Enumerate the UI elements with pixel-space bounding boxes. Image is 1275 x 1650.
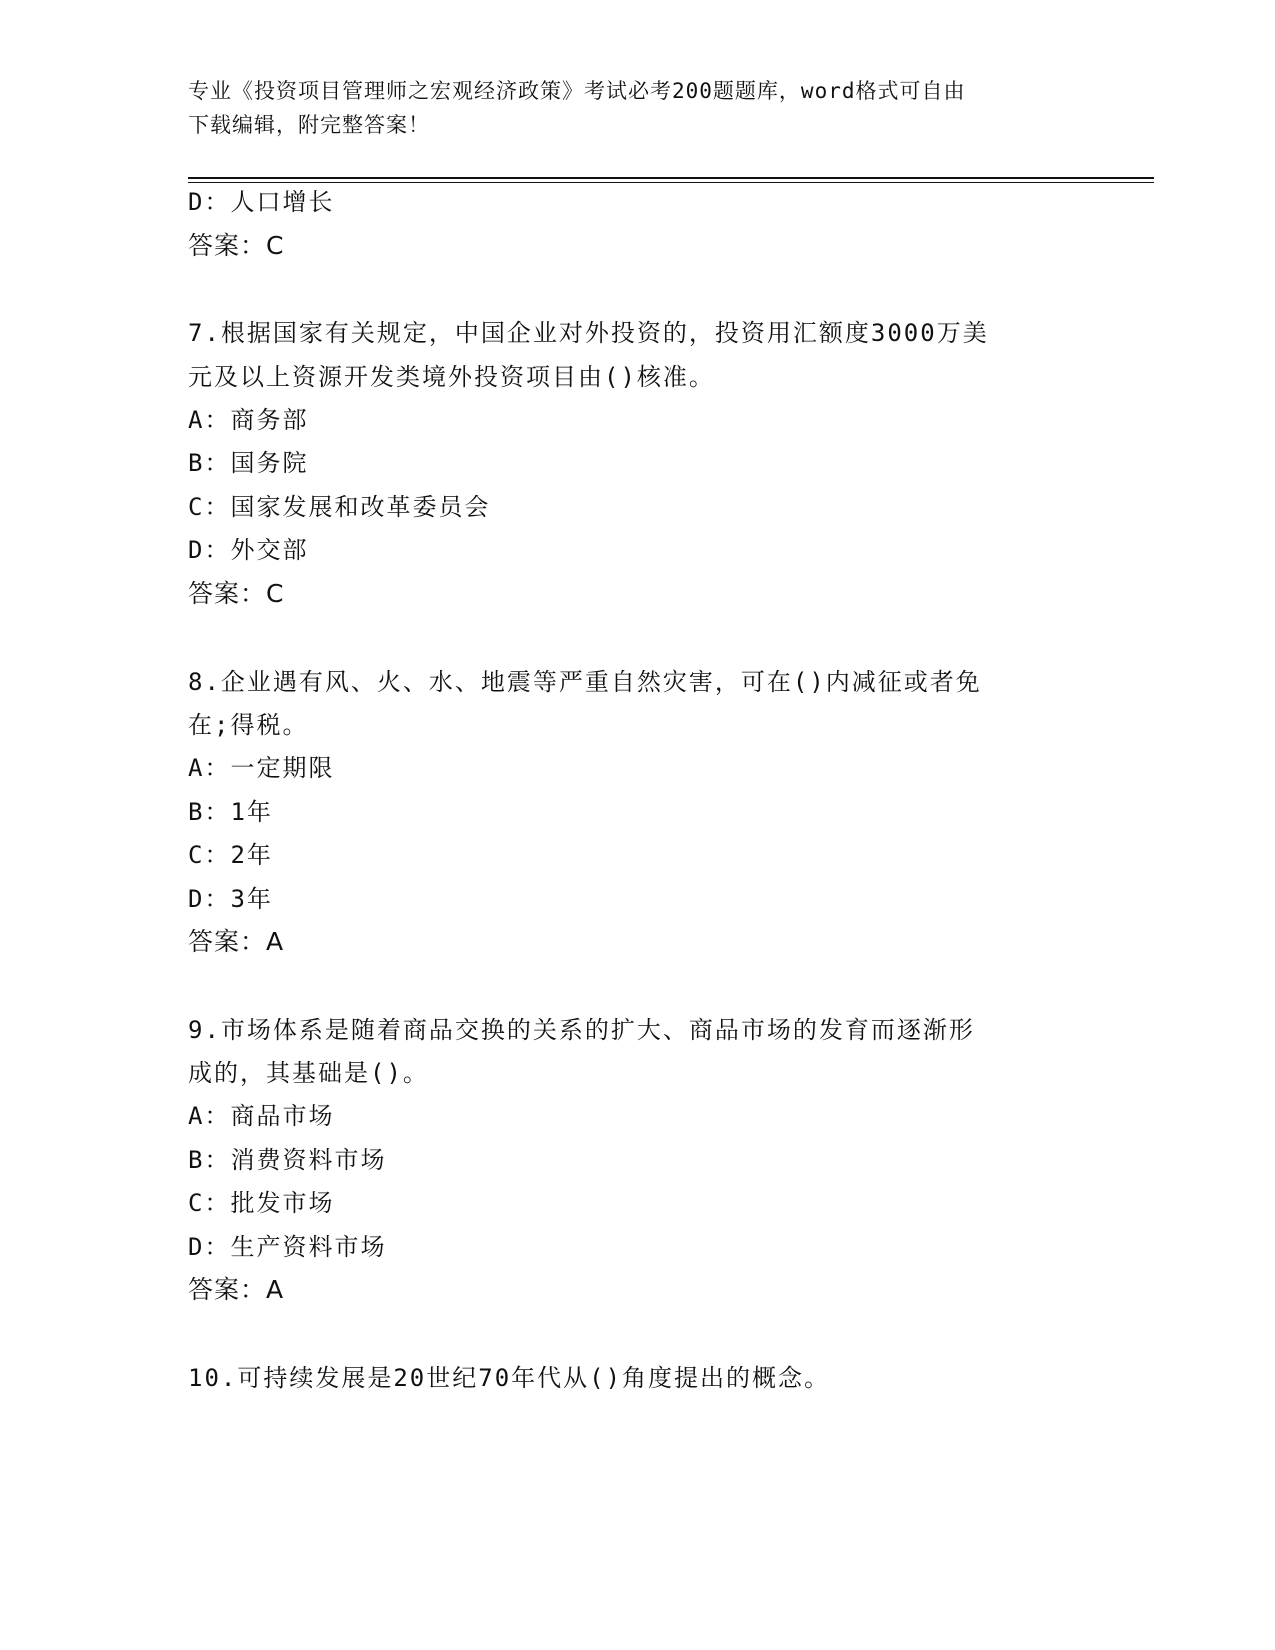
q9-option-c: C：批发市场 xyxy=(188,1189,335,1217)
q9-stem-line-1: 9.市场体系是随着商品交换的关系的扩大、商品市场的发育而逐渐形 xyxy=(188,1016,975,1044)
prev-answer: 答案：C xyxy=(188,231,285,260)
q9-option-b: B：消费资料市场 xyxy=(188,1146,387,1174)
q8-option-b: B：1年 xyxy=(188,798,273,826)
q9-option-a: A：商品市场 xyxy=(188,1102,335,1130)
q8-option-d: D：3年 xyxy=(188,885,273,913)
document-header xyxy=(188,74,1078,142)
q8-stem-line-2: 在;得税。 xyxy=(188,711,309,739)
q8-stem-line-1: 8.企业遇有风、火、水、地震等严重自然灾害，可在()内减征或者免 xyxy=(188,668,982,696)
header-line-1: 专业《投资项目管理师之宏观经济政策》考试必考200题题库，word格式可自由 xyxy=(188,79,966,103)
q8-option-c: C：2年 xyxy=(188,841,273,869)
q7-answer: 答案：C xyxy=(188,579,285,608)
q7-option-b: B：国务院 xyxy=(188,449,309,477)
q7-stem-line-2: 元及以上资源开发类境外投资项目由()核准。 xyxy=(188,363,715,391)
q9-stem-line-2: 成的，其基础是()。 xyxy=(188,1059,429,1087)
q8-option-a: A：一定期限 xyxy=(188,754,335,782)
q9-option-d: D：生产资料市场 xyxy=(188,1233,387,1261)
q8-answer: 答案：A xyxy=(188,927,285,956)
header-divider-thick xyxy=(188,177,1154,179)
prev-option-d: D：人口增长 xyxy=(188,188,335,216)
q7-option-a: A：商务部 xyxy=(188,406,309,434)
q9-answer: 答案：A xyxy=(188,1275,285,1304)
q10-stem-line-1: 10.可持续发展是20世纪70年代从()角度提出的概念。 xyxy=(188,1364,831,1392)
q7-option-c: C：国家发展和改革委员会 xyxy=(188,493,491,521)
header-line-2: 下载编辑，附完整答案！ xyxy=(188,113,430,137)
q7-option-d: D：外交部 xyxy=(188,536,309,564)
q7-stem-line-1: 7.根据国家有关规定，中国企业对外投资的，投资用汇额度3000万美 xyxy=(188,319,989,347)
